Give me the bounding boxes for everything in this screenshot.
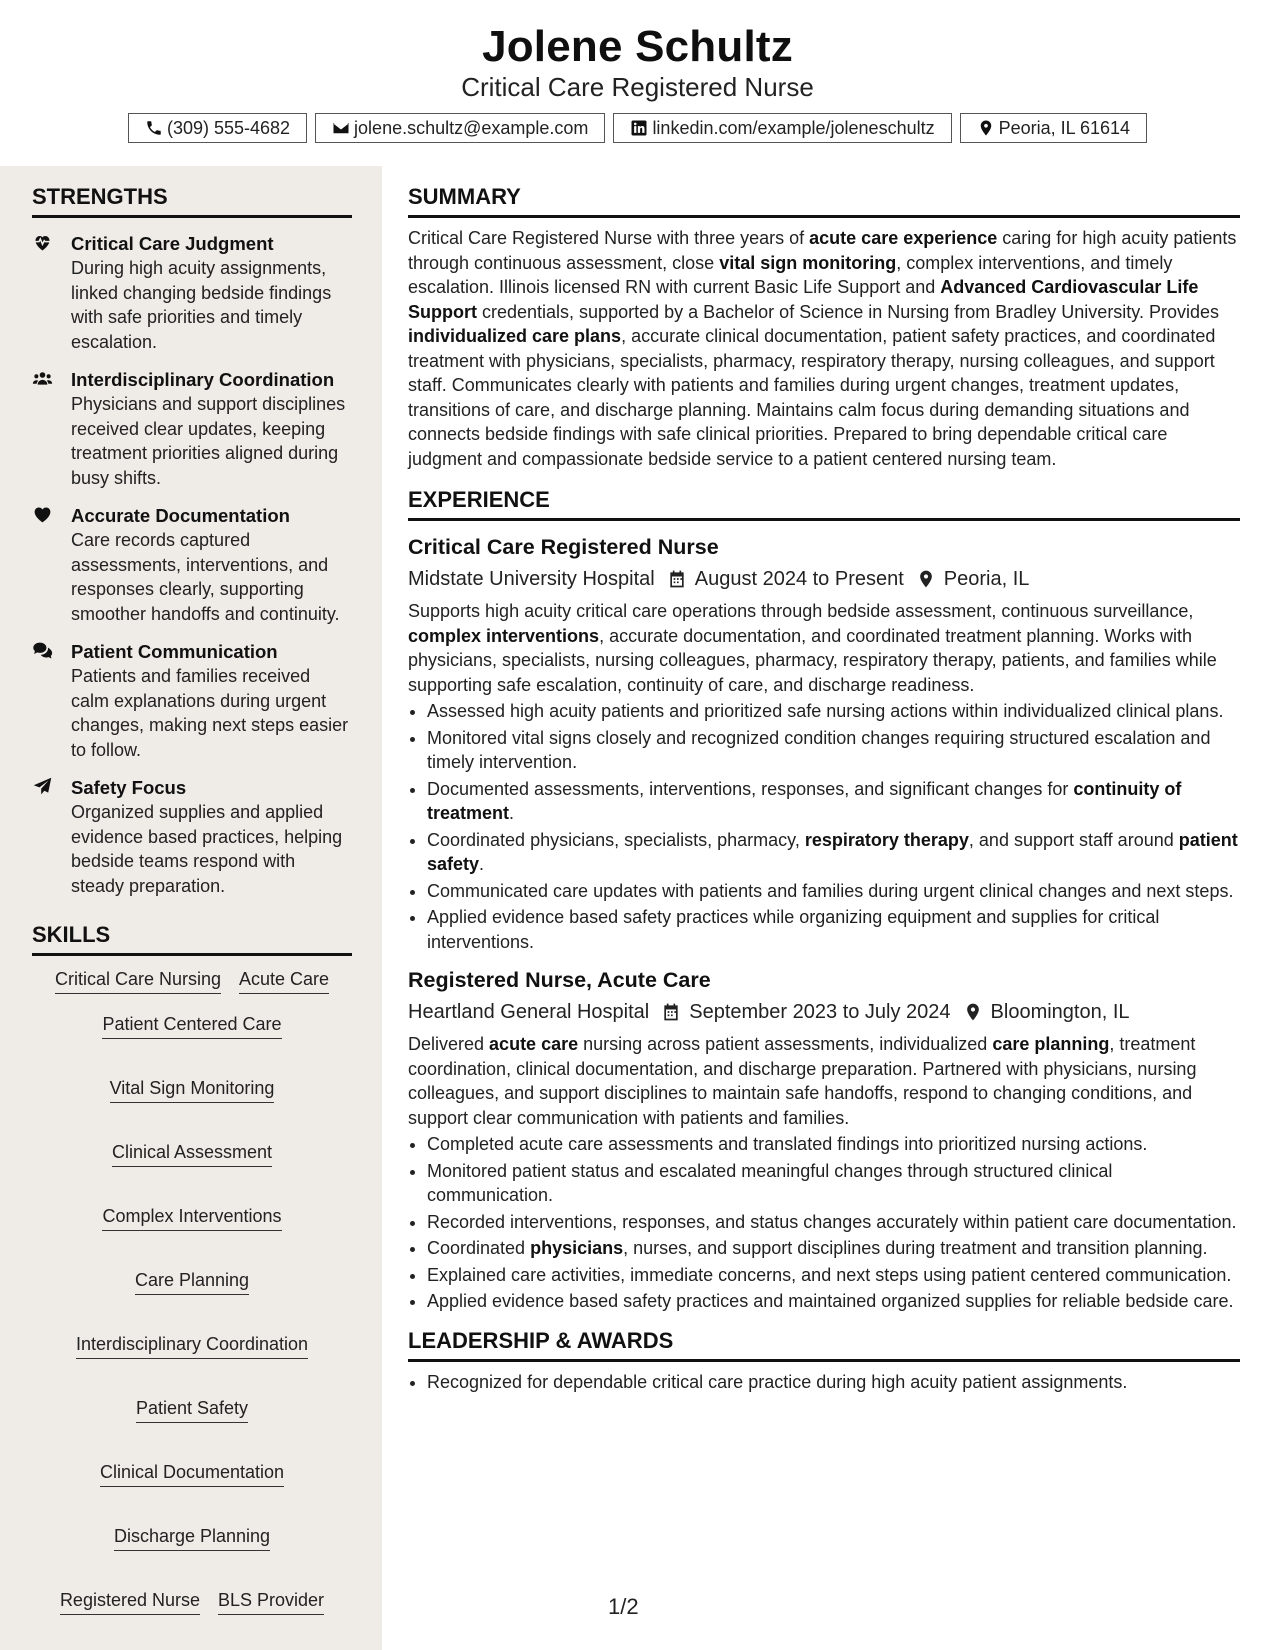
map-pin-icon — [916, 569, 936, 589]
job-location: Bloomington, IL — [990, 1001, 1130, 1023]
job-highlight: acute care — [489, 1034, 579, 1054]
strength-item — [32, 504, 352, 626]
bullet-highlight: physicians — [530, 1238, 624, 1258]
map-pin-icon — [977, 119, 995, 137]
job-employer: Heartland General Hospital — [408, 1001, 650, 1023]
summary-highlight: vital sign monitoring — [719, 252, 897, 273]
contact-location-text: Peoria, IL 61614 — [998, 117, 1131, 138]
skill-tag: Care Planning — [135, 1269, 249, 1295]
job-description-part: Supports high acuity critical care operations through bedside assessment, continuous surveillance, — [408, 601, 1194, 621]
bullet-text: Coordinated — [427, 1238, 531, 1258]
bullet-highlight: respiratory therapy — [804, 829, 969, 850]
leadership-list — [408, 1370, 1240, 1395]
contact-bar — [0, 113, 1275, 143]
summary-text-part: credentials, supported by a Bachelor of Science in Nursing from Bradley University. Provides — [477, 301, 1220, 322]
job-bullets — [408, 1132, 1240, 1314]
job-bullet — [427, 1236, 1240, 1261]
candidate-name: Jolene Schultz — [482, 22, 793, 71]
strength-description: Organized supplies and applied evidence based practices, helping bedside teams respond with steady preparation. — [71, 802, 343, 896]
skill-tag: Clinical Assessment — [112, 1141, 272, 1167]
summary-highlight: individualized care plans — [408, 326, 622, 346]
job-title: Critical Care Registered Nurse — [408, 535, 719, 559]
job-bullet: • Applied evidence based safety practices and maintained organized supplies for reliable bedside care. — [427, 1289, 1240, 1314]
phone-icon — [145, 119, 163, 137]
bullet-text: Coordinated physicians, specialists, pharmacy, — [427, 829, 805, 850]
strength-item — [32, 368, 352, 490]
strength-title: Critical Care Judgment — [71, 233, 274, 254]
job-employer: Midstate University Hospital — [408, 568, 655, 590]
job-highlight: complex interventions — [408, 625, 600, 646]
skill-tag: Patient Safety — [136, 1397, 248, 1423]
skills-heading: SKILLS — [32, 922, 352, 956]
skill-tag: Discharge Planning — [114, 1525, 270, 1551]
job-description-part: , accurate documentation, and coordinated treatment planning. Works with physicians, specialists, nursing colleagues, pharmacy, respiratory therapy, patients, and families while supporting safe escalation, continuity of care, and discharge readiness. — [408, 625, 1217, 695]
job-bullet: • Monitored vital signs closely and recognized condition changes requiring structured escalation and timely intervention. — [427, 726, 1240, 775]
contact-phone[interactable] — [128, 113, 307, 143]
calendar-icon — [661, 1002, 681, 1022]
contact-linkedin-text: linkedin.com/example/joleneschultz — [652, 117, 935, 138]
job-meta — [408, 565, 1240, 593]
map-pin-icon — [963, 1002, 983, 1022]
chat-bubbles-icon — [32, 640, 54, 662]
skill-tag: Interdisciplinary Coordination — [76, 1333, 308, 1359]
bullet-text: . — [509, 803, 515, 823]
strength-description: Physicians and support disciplines received clear updates, keeping treatment priorities aligned during busy shifts. — [71, 394, 346, 488]
strength-description: Patients and families received calm explanations during urgent changes, making next steps easier to follow. — [71, 666, 349, 760]
summary-highlight: acute care experience — [809, 228, 998, 248]
strength-title: Patient Communication — [71, 641, 278, 662]
summary-text — [408, 226, 1240, 471]
bullet-text: . — [479, 854, 485, 874]
skill-tag: Registered Nurse — [60, 1589, 200, 1615]
job-description-part: , treatment coordination, clinical documentation, and discharge preparation. Partnered with physicians, nursing colleagues, and support disciplines to maintain safe handoffs, respond to changing conditions, and support clear communication with patients and families. — [408, 1034, 1197, 1128]
summary-text-part: Critical Care Registered Nurse with three years of — [408, 228, 810, 248]
experience-section — [408, 487, 1240, 1314]
candidate-title: Critical Care Registered Nurse — [461, 72, 814, 102]
job-description — [408, 599, 1240, 697]
summary-heading: SUMMARY — [408, 184, 1240, 218]
leadership-heading: LEADERSHIP & AWARDS — [408, 1328, 1240, 1362]
strength-item — [32, 776, 352, 898]
strength-title: Safety Focus — [71, 777, 187, 798]
paper-plane-icon — [32, 776, 54, 798]
contact-linkedin[interactable] — [613, 113, 951, 143]
summary-text-part: , accurate clinical documentation, patient safety practices, and coordinated treatment with physicians, specialists, pharmacy, respiratory therapy, nursing colleagues, and support staff. Communicates clearly with patients and families during urgent changes, treatment updates, transitions of care, and discharge planning. Maintains calm focus during demanding situations and connects bedside findings with safe clinical priorities. Prepared to bring dependable critical care judgment and compassionate bedside service to a patient centered nursing team. — [408, 326, 1216, 469]
summary-highlight: Advanced Cardiovascular Life Support — [408, 277, 1199, 322]
contact-email[interactable] — [315, 113, 605, 143]
skill-tag: Patient Centered Care — [102, 1013, 281, 1039]
bullet-text: , and support staff around — [968, 829, 1179, 850]
leadership-item: • Recognized for dependable critical care practice during high acuity patient assignments. — [427, 1370, 1240, 1395]
summary-text-part: , complex interventions, and timely escalation. Illinois licensed RN with current Basic Life Support and — [408, 252, 1173, 297]
skill-tag: Complex Interventions — [102, 1205, 281, 1231]
job-highlight: care planning — [992, 1034, 1110, 1054]
contact-location — [960, 113, 1147, 143]
job-bullets — [408, 699, 1240, 954]
calendar-icon — [667, 569, 687, 589]
job-dates: September 2023 to July 2024 — [689, 1001, 951, 1023]
job-bullet: • Completed acute care assessments and translated findings into prioritized nursing actions. — [427, 1132, 1240, 1157]
strength-item — [32, 232, 352, 354]
contact-email-text: jolene.schultz@example.com — [354, 117, 589, 138]
job-description — [408, 1032, 1240, 1130]
page-number: 1/2 — [608, 1594, 639, 1619]
skill-tag: Critical Care Nursing — [55, 968, 221, 994]
skills-list — [32, 968, 352, 1615]
job-entry — [408, 966, 1240, 1314]
strengths-heading: STRENGTHS — [32, 184, 352, 218]
strength-title: Interdisciplinary Coordination — [71, 369, 335, 390]
job-meta — [408, 998, 1240, 1026]
bullet-text: Documented assessments, interventions, responses, and significant changes for — [427, 778, 1074, 799]
skill-tag: BLS Provider — [218, 1589, 324, 1615]
strength-title: Accurate Documentation — [71, 505, 290, 526]
job-bullet — [427, 828, 1240, 877]
job-entry — [408, 533, 1240, 954]
contact-phone-text: (309) 555-4682 — [166, 117, 291, 138]
job-bullet: • Communicated care updates with patients and families during urgent clinical changes and next steps. — [427, 879, 1240, 904]
users-icon — [32, 368, 54, 390]
job-bullet: • Monitored patient status and escalated meaningful changes through structured clinical communication. — [427, 1159, 1240, 1208]
job-location: Peoria, IL — [943, 568, 1030, 590]
experience-heading: EXPERIENCE — [408, 487, 1240, 521]
heart-icon — [32, 504, 54, 526]
strength-description: During high acuity assignments, linked changing bedside findings with safe priorities and timely escalation. — [71, 258, 332, 352]
job-bullet: • Applied evidence based safety practices while organizing equipment and supplies for critical interventions. — [427, 905, 1240, 954]
strength-item — [32, 640, 352, 762]
job-bullet: • Explained care activities, immediate concerns, and next steps using patient centered communication. — [427, 1263, 1240, 1288]
linkedin-icon — [630, 119, 648, 137]
sidebar — [0, 166, 382, 1650]
heartbeat-icon — [32, 232, 54, 254]
skill-tag: Acute Care — [239, 968, 329, 994]
bullet-highlight: patient safety — [427, 829, 1238, 874]
job-description-part: nursing across patient assessments, individualized — [578, 1034, 993, 1054]
bullet-highlight: continuity of treatment — [427, 778, 1182, 823]
skill-tag: Vital Sign Monitoring — [110, 1077, 275, 1103]
job-dates: August 2024 to Present — [694, 568, 904, 590]
job-title: Registered Nurse, Acute Care — [408, 968, 711, 992]
main-content — [408, 166, 1240, 1396]
job-bullet: • Assessed high acuity patients and prioritized safe nursing actions within individualized clinical plans. — [427, 699, 1240, 724]
job-bullet — [427, 777, 1240, 826]
leadership-section — [408, 1328, 1240, 1395]
strength-description: Care records captured assessments, interventions, and responses clearly, supporting smoother handoffs and continuity. — [71, 530, 340, 624]
job-description-part: Delivered — [408, 1034, 490, 1054]
envelope-icon — [332, 119, 350, 137]
summary-section — [408, 184, 1240, 471]
summary-text-part: caring for high acuity patients through continuous assessment, close — [408, 228, 1237, 273]
resume-header — [0, 0, 1275, 166]
bullet-text: , nurses, and support disciplines during treatment and transition planning. — [623, 1238, 1208, 1258]
skill-tag: Clinical Documentation — [100, 1461, 284, 1487]
job-bullet: • Recorded interventions, responses, and status changes accurately within patient care documentation. — [427, 1210, 1240, 1235]
